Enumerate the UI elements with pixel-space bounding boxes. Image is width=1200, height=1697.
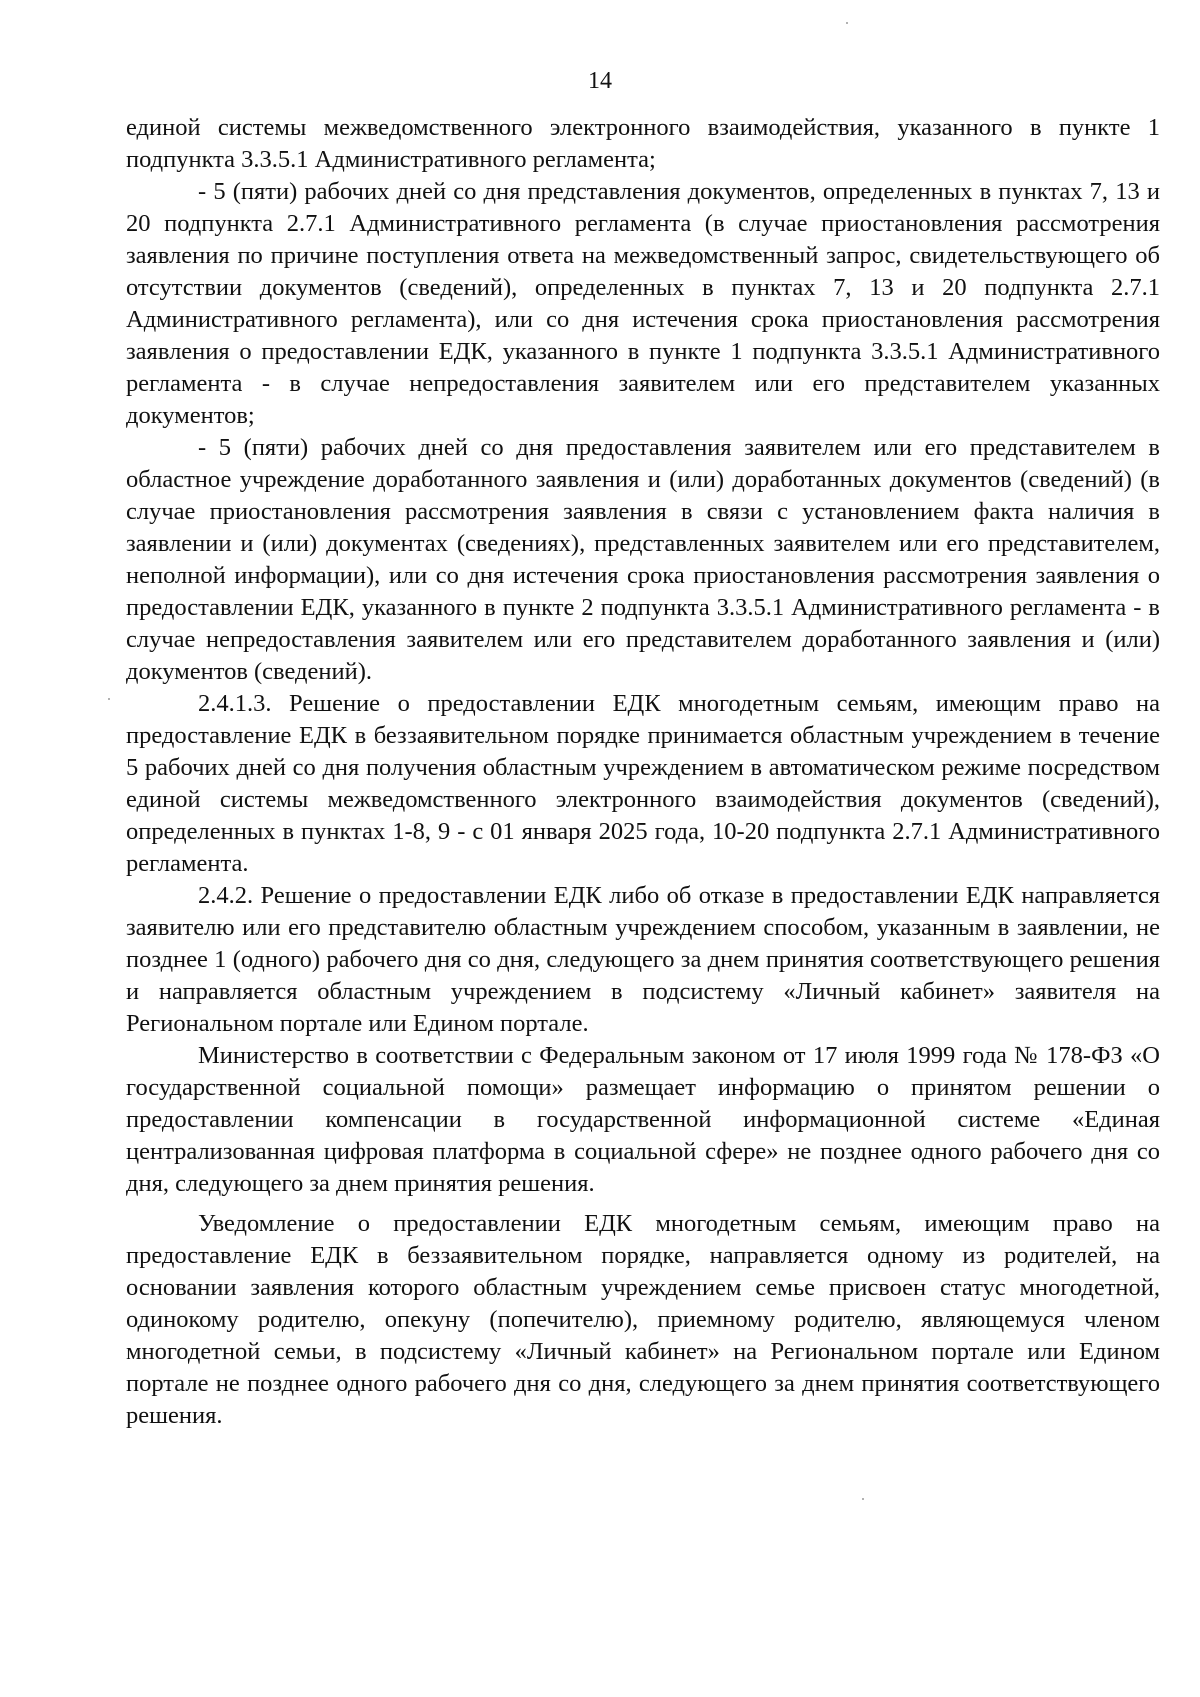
scan-speck xyxy=(846,22,848,24)
paragraph-3: - 5 (пяти) рабочих дней со дня предоставления заявителем или его представителем в областное учреждение доработанного заявления и (или) доработанных документов (сведений) (в случае приостановления рассмотрения заявления в связи с установлением факта наличия в заявлении и (или) документах (сведениях), представленных заявителем или его представителем, неполной информации), или со дня истечения срока приостановления рассмотрения заявления о предоставлении ЕДК, указанного в пункте 2 подпункта 3.3.5.1 Административного регламента - в случае непредоставления заявителем или его представителем доработанного заявления и (или) документов (сведений). xyxy=(126,434,1160,685)
scan-speck xyxy=(862,1498,864,1500)
paragraph-5: 2.4.2. Решение о предоставлении ЕДК либо об отказе в предоставлении ЕДК направляется заявителю или его представителю областным учреждением способом, указанным в заявлении, не позднее 1 (одного) рабочего дня со дня, следующего за днем принятия соответствующего решения и направляется областным учреждением в подсистему «Личный кабинет» заявителя на Региональном портале или Едином портале. xyxy=(126,882,1160,1037)
paragraph-6: Министерство в соответствии с Федеральным законом от 17 июля 1999 года № 178-ФЗ «О государственной социальной помощи» размещает информацию о принятом решении о предоставлении компенсации в государственной информационной системе «Единая централизованная цифровая платформа в социальной сфере» не позднее одного рабочего дня со дня, следующего за днем принятия решения. xyxy=(126,1042,1160,1197)
paragraph-2: - 5 (пяти) рабочих дней со дня представления документов, определенных в пунктах 7, 13 и 20 подпункта 2.7.1 Административного регламента (в случае приостановления рассмотрения заявления по причине поступления ответа на межведомственный запрос, свидетельствующего об отсутствии документов (сведений), определенных в пунктах 7, 13 и 20 подпункта 2.7.1 Административного регламента), или со дня истечения срока приостановления рассмотрения заявления о предоставлении ЕДК, указанного в пункте 1 подпункта 3.3.5.1 Административного регламента - в случае непредоставления заявителем или его представителем указанных документов; xyxy=(126,178,1160,429)
paragraph-4: 2.4.1.3. Решение о предоставлении ЕДК многодетным семьям, имеющим право на предоставление ЕДК в беззаявительном порядке принимается областным учреждением в течение 5 рабочих дней со дня получения областным учреждением в автоматическом режиме посредством единой системы межведомственного электронного взаимодействия документов (сведений), определенных в пунктах 1-8, 9 - с 01 января 2025 года, 10-20 подпункта 2.7.1 Административного регламента. xyxy=(126,690,1160,877)
scan-speck xyxy=(108,698,110,700)
document-body xyxy=(126,112,1160,1432)
paragraph-7: Уведомление о предоставлении ЕДК многодетным семьям, имеющим право на предоставление ЕДК в беззаявительном порядке, направляется одному из родителей, на основании заявления которого областным учреждением семье присвоен статус многодетной, одинокому родителю, опекуну (попечителю), приемному родителю, являющемуся членом многодетной семьи, в подсистему «Личный кабинет» на Региональном портале или Едином портале не позднее одного рабочего дня со дня, следующего за днем принятия соответствующего решения. xyxy=(126,1210,1160,1429)
paragraph-1: единой системы межведомственного электронного взаимодействия, указанного в пункте 1 подпункта 3.3.5.1 Административного регламента; xyxy=(126,114,1160,173)
page-number: 14 xyxy=(588,68,612,94)
